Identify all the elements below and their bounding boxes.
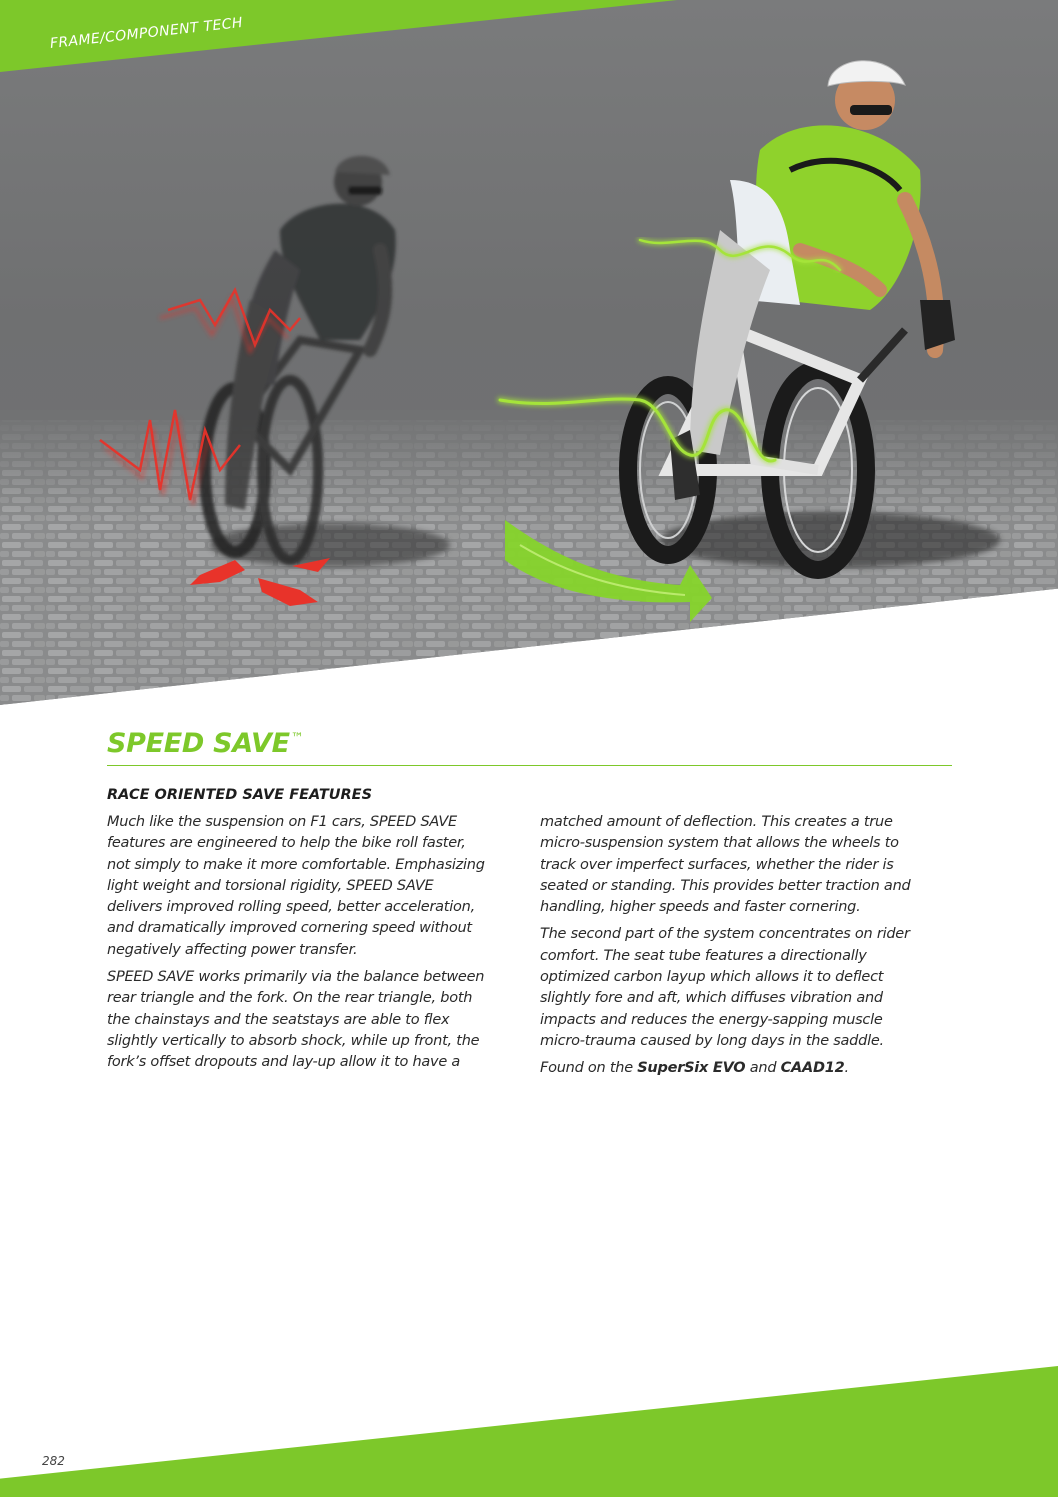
- article-title: [107, 728, 304, 759]
- title-divider: [107, 765, 952, 766]
- paragraph: Much like the suspension on F1 cars, SPEED SAVE features are engineered to help the bike roll faster, not simply to make it more comfortable. Emphasizing light weight and torsional rigidity, SPEED SAVE delivers improved rolling speed, better acceleration, and dramatically improved cornering speed without negatively affecting power transfer.: [107, 814, 485, 958]
- paragraph: matched amount of deflection. This creates a true micro-suspension system that allows the wheels to track over imperfect surfaces, whether the rider is seated or standing. This provides better traction and handling, higher speeds and faster cornering.: [540, 814, 911, 916]
- section-label: FRAME/COMPONENT TECH: [49, 14, 244, 52]
- model-supersix-evo: SuperSix EVO: [637, 1060, 746, 1077]
- found-on-line: [540, 1058, 925, 1079]
- article-subhead: RACE ORIENTED SAVE FEATURES: [107, 787, 373, 803]
- page-number: 282: [42, 1454, 65, 1468]
- found-on-middle: and: [745, 1060, 781, 1077]
- paragraph: The second part of the system concentrates on rider comfort. The seat tube features a directionally optimized carbon layup which allows it to deflect slightly fore and aft, which diffuses vibration and impacts and reduces the energy-sapping muscle micro-trauma caused by long days in the saddle.: [540, 926, 910, 1049]
- model-caad12: CAAD12: [780, 1060, 845, 1077]
- hero-image: [0, 0, 1058, 705]
- bottom-accent-band: [0, 1366, 1058, 1497]
- text-column-left: [107, 812, 492, 1080]
- cyclists-illustration: [0, 0, 1058, 705]
- paragraph: SPEED SAVE works primarily via the balance between rear triangle and the fork. On the rear triangle, both the chainstays and the seatstays are able to flex slightly vertically to absorb shock, while up front, the fork’s offset dropouts and lay-up allow it to have a: [107, 969, 485, 1071]
- trademark-symbol: ™: [290, 731, 304, 746]
- found-on-prefix: Found on the: [540, 1060, 638, 1077]
- text-column-right: [540, 812, 925, 1086]
- title-text: SPEED SAVE: [107, 728, 290, 759]
- found-on-suffix: .: [844, 1060, 849, 1077]
